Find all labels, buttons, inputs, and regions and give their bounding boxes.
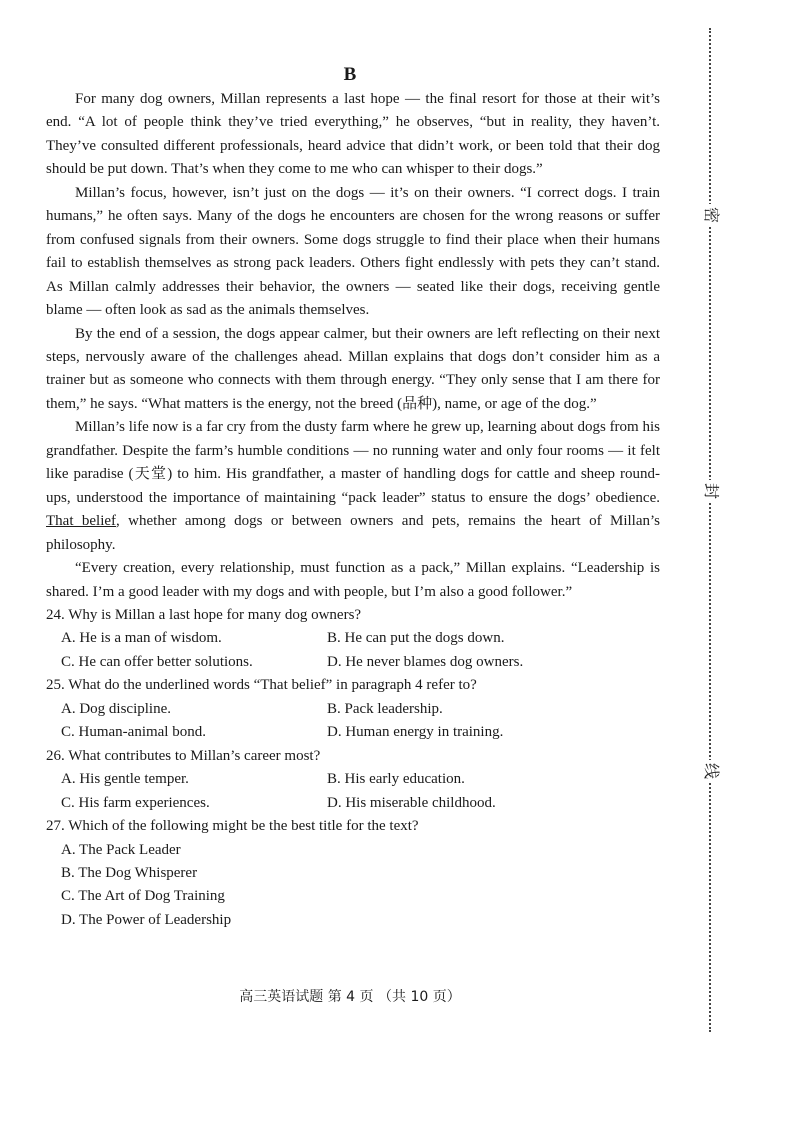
passage-paragraph-1: For many dog owners, Millan represents a last hope — the final resort for those at their wit’s end. “A lot of people think they’ve tried everything,” he observes, “but in reality, they haven’t. They’ve consulted different professionals, heard advice that didn’t work, or been told that their dog should be put down. That’s when they come to me who can whisper to their dogs.” [46, 91, 660, 178]
question-27 [46, 815, 660, 932]
option-c: C. He can offer better solutions. [61, 653, 253, 670]
binding-dotted-line [709, 28, 711, 1032]
passage-paragraph-2: Millan’s focus, however, isn’t just on the dogs — it’s on their owners. “I correct dogs. I train humans,” he often says. Many of the dogs he encounters are chosen for the wrong reasons or suffer from confused signals from their owners. Some dogs struggle to find their place when their humans fail to establish themselves as strong pack leaders. Others fight endlessly with pets they can’t stand. As Millan calmly addresses their behavior, the owners — seated like their dogs, receiving gentle blame — often look as sad as the animals themselves. [46, 184, 660, 319]
option-c: C. His farm experiences. [61, 794, 210, 811]
passage-paragraph-4 [46, 416, 660, 557]
binding-mark-close: 封 [700, 480, 722, 502]
option-row [46, 698, 660, 721]
option-a: A. His gentle temper. [61, 771, 189, 788]
question-stem: 27. Which of the following might be the best title for the text? [46, 818, 419, 835]
option-row [46, 651, 660, 674]
binding-mark-line: 线 [700, 760, 722, 782]
option-d: D. His miserable childhood. [327, 794, 496, 811]
question-stem: 24. Why is Millan a last hope for many dog owners? [46, 606, 362, 623]
option-row [46, 768, 660, 791]
option-b: B. His early education. [327, 771, 465, 788]
option-d: D. The Power of Leadership [61, 911, 232, 928]
option-a: A. Dog discipline. [61, 700, 171, 717]
section-heading: B [343, 64, 357, 85]
option-c: C. The Art of Dog Training [61, 888, 225, 905]
option-a: A. He is a man of wisdom. [61, 630, 222, 647]
option-d: D. He never blames dog owners. [327, 653, 524, 670]
option-c: C. Human-animal bond. [61, 724, 206, 741]
underlined-phrase: That belief [46, 513, 117, 530]
option-a: A. The Pack Leader [61, 841, 181, 858]
reading-passage [46, 88, 660, 604]
option-row [46, 721, 660, 744]
question-24 [46, 604, 660, 674]
question-stem: 25. What do the underlined words “That belief” in paragraph 4 refer to? [46, 677, 477, 694]
binding-margin [702, 28, 722, 1032]
page-footer: 高三英语试题 第 4 页 （共 10 页） [239, 989, 461, 1005]
option-row [46, 792, 660, 815]
option-b: B. He can put the dogs down. [327, 630, 505, 647]
option-b: B. Pack leadership. [327, 700, 443, 717]
passage-paragraph-5: “Every creation, every relationship, must function as a pack,” Millan explains. “Leadership is shared. I’m a good leader with my dogs and with people, but I’m also a good follower.” [46, 560, 660, 600]
question-26 [46, 745, 660, 815]
binding-mark-seal: 密 [700, 204, 722, 226]
question-25 [46, 674, 660, 744]
paragraph-4-text-after: , whether among dogs or between owners and pets, remains the heart of Millan’s philosophy. [46, 513, 660, 553]
question-stem: 26. What contributes to Millan’s career most? [46, 747, 321, 764]
option-b: B. The Dog Whisperer [61, 864, 198, 881]
reading-section [46, 88, 660, 932]
option-row [46, 627, 660, 650]
option-d: D. Human energy in training. [327, 724, 504, 741]
passage-paragraph-3: By the end of a session, the dogs appear calmer, but their owners are left reflecting on their next steps, nervously aware of the challenges ahead. Millan explains that dogs don’t consider him as a trainer but as someone who connects with them through energy. “They only sense that I am there for them,” he says. “What matters is the energy, not the breed (品种), name, or age of the dog.” [46, 325, 660, 412]
paragraph-4-text-before: Millan’s life now is a far cry from the dusty farm where he grew up, learning about dogs from his grandfather. Despite the farm’s humble conditions — no running water and only four rooms — it felt like paradise (天堂) to him. His grandfather, a master of handling dogs for cattle and sheep round-ups, understood the importance of maintaining “pack leader” status to ensure the dogs’ obedience. [46, 419, 660, 506]
questions [46, 604, 660, 932]
